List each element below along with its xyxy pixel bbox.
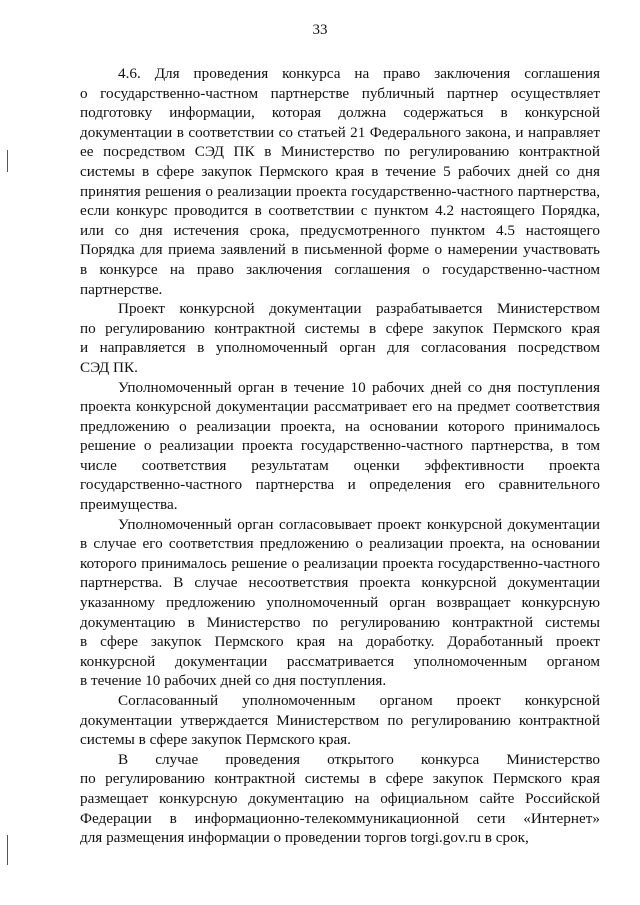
text-line: о государственно-частном партнерстве публичный партнер осуществляет [80,84,600,102]
text-line: партнерстве. [80,280,163,298]
document-body [80,64,600,848]
paragraph [80,750,600,848]
paragraph [80,691,600,750]
text-line: Уполномоченный орган в течение 10 рабочих дней со дня поступления [118,378,600,396]
text-line: решение о реализации проекта государственно-частного партнерства, в том [80,437,600,455]
margin-mark-top [7,150,8,172]
text-line: Порядка для приема заявлений в письменной форме о намерении участвовать [80,241,600,259]
text-line: числе соответствия результатам оценки эффективности проекта [80,456,600,474]
text-line: преимущества. [80,496,178,514]
text-line: Уполномоченный орган согласовывает проект конкурсной документации [118,515,600,533]
page-number: 33 [312,22,328,38]
text-line: партнерства. В случае несоответствия проекта конкурсной документации [80,574,600,592]
text-line: СЭД ПК. [80,358,138,376]
text-line: В случае проведения открытого конкурса Министерство [118,750,600,768]
paragraph [80,64,600,299]
text-line: принятия решения о реализации проекта государственно-частного партнерства, [80,182,600,200]
text-line: документации в соответствии со статьей 21 Федерального закона, и направляет [80,123,600,141]
text-line: или со дня истечения срока, предусмотренного пунктом 4.5 настоящего [80,221,600,239]
text-line: конкурсной документации рассматривается уполномоченным органом [80,652,600,670]
paragraph [80,299,600,377]
text-line: в случае его соответствия предложению о реализации проекта, на основании [80,535,600,553]
text-line: системы в сфере закупок Пермского края в течение 5 рабочих дней со дня [80,162,600,180]
text-line: указанному предложению уполномоченный орган возвращает конкурсную [80,594,600,612]
text-line: если конкурс проводится в соответствии с пунктом 4.2 настоящего Порядка, [80,202,600,220]
text-line: проекта конкурсной документации рассматривает его на предмет соответствия [80,398,600,416]
text-line: документацию в Министерство по регулированию контрактной системы [80,613,600,631]
text-line: 4.6. Для проведения конкурса на право заключения соглашения [118,65,600,82]
text-line: документации утверждается Министерством по регулированию контрактной [80,711,600,729]
paragraph [80,378,600,515]
text-line: подготовку информации, которая должна содержаться в конкурсной [80,104,600,122]
paragraph [80,515,600,691]
text-line: размещает конкурсную документацию на официальном сайте Российской [80,789,600,807]
text-line: Федерации в информационно-телекоммуникационной сети «Интернет» [80,809,600,827]
text-line: по регулированию контрактной системы в сфере закупок Пермского края [80,770,600,788]
text-line: ее посредством СЭД ПК в Министерство по регулированию контрактной [80,143,600,161]
text-line: государственно-частного партнерства и определения его сравнительного [80,476,600,494]
text-line: в сфере закупок Пермского края на доработку. Доработанный проект [80,633,600,651]
margin-mark-bottom [7,835,8,865]
text-line: в конкурсе на право заключения соглашения о государственно-частном [80,260,600,278]
text-line: и направляется в уполномоченный орган для согласования посредством [80,339,600,357]
text-line: в течение 10 рабочих дней со дня поступления. [80,672,387,690]
text-line: предложению о реализации проекта, на основании которого принималось [80,417,600,435]
text-line: Проект конкурсной документации разрабатывается Министерством [118,300,600,318]
text-line: для размещения информации о проведении торгов torgi.gov.ru в срок, [80,829,529,847]
text-line: Согласованный уполномоченным органом проект конкурсной [118,692,600,709]
text-line: системы в сфере закупок Пермского края. [80,731,351,749]
text-line: которого принималось решение о реализации проекта государственно-частного [80,554,600,572]
text-line: по регулированию контрактной системы в сфере закупок Пермского края [80,319,600,337]
